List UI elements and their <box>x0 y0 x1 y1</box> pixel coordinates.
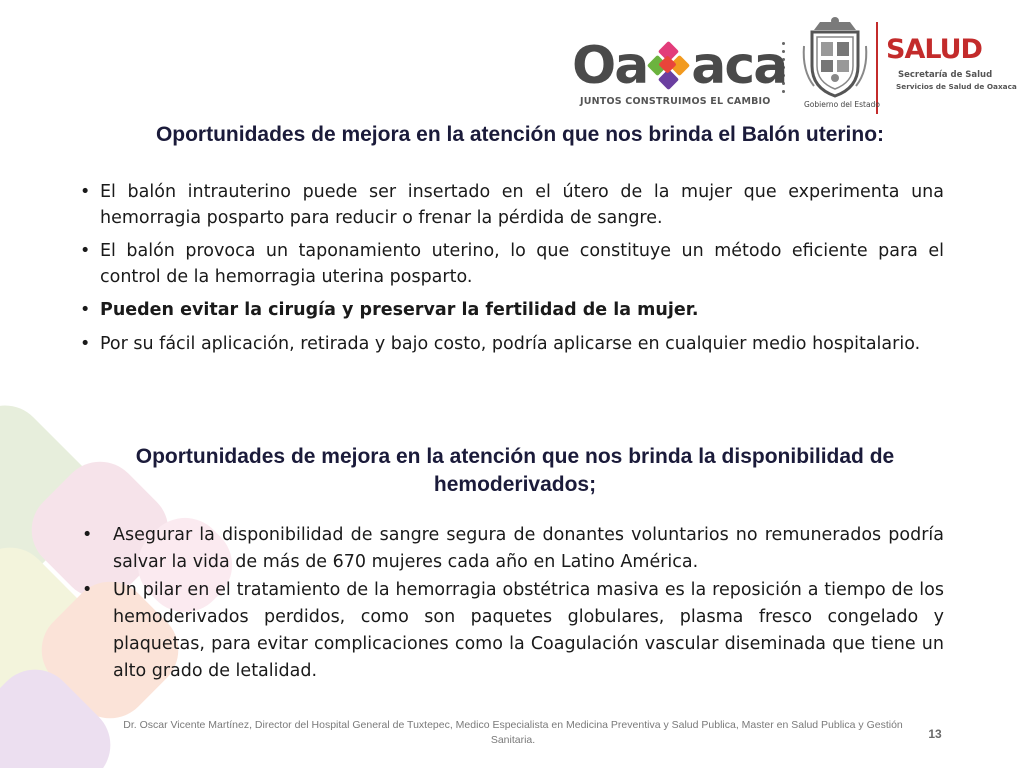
bullet-icon: • <box>80 333 91 354</box>
salud-subtitle-1: Secretaría de Salud <box>898 70 993 80</box>
list-item <box>78 180 944 231</box>
state-seal-icon <box>800 16 870 100</box>
page-number: 13 <box>928 727 942 741</box>
oaxaca-word-right: aca <box>691 36 787 96</box>
gobierno-seal <box>800 16 880 112</box>
bullet-icon: • <box>82 580 93 600</box>
section-2-bullet-list <box>78 522 944 686</box>
bullet-text: El balón provoca un taponamiento uterino, lo que constituye un método eficiente para el control de la hemorragia uterina posparto. <box>100 241 944 287</box>
bullet-icon: • <box>80 300 91 320</box>
list-item <box>78 298 944 324</box>
section-1-bullet-list <box>78 180 944 365</box>
salud-word: SALUD <box>886 34 982 65</box>
header-logos <box>572 16 1017 112</box>
bullet-icon: • <box>82 525 93 545</box>
bullet-icon: • <box>80 182 91 202</box>
oaxaca-logo <box>572 16 787 112</box>
bullet-icon: • <box>80 241 91 261</box>
footer-author: Dr. Oscar Vicente Martínez, Director del Hospital General de Tuxtepec, Medico Especialista en Medicina Preventiva y Salud Publica, Master en Salud Publica y Gestión Sanitaria. <box>123 719 903 746</box>
bullet-text-bold: Pueden evitar la cirugía y preservar la fertilidad de la mujer. <box>100 300 699 320</box>
bullet-text: El balón intrauterino puede ser insertado en el útero de la mujer que experimenta una hemorragia posparto para reducir o frenar la pérdida de sangre. <box>100 182 944 228</box>
section-2-title: Oportunidades de mejora en la atención que nos brinda la disponibilidad de hemoderivados; <box>135 445 895 496</box>
bullet-text: Asegurar la disponibilidad de sangre segura de donantes voluntarios no remunerados podría salvar la vida de más de 670 mujeres cada año en Latino América. <box>113 525 944 572</box>
gobierno-caption: Gobierno del Estado <box>804 100 880 109</box>
salud-logo <box>886 16 1017 91</box>
list-item <box>78 522 944 576</box>
bullet-text: Por su fácil aplicación, retirada y bajo costo, podría aplicarse en cualquier medio hospitalario. <box>100 333 921 354</box>
oaxaca-tagline: JUNTOS CONSTRUIMOS EL CAMBIO <box>580 96 771 107</box>
list-item <box>78 577 944 685</box>
section-1-title: Oportunidades de mejora en la atención que nos brinda el Balón uterino: <box>155 123 885 146</box>
oaxaca-x-mark-icon <box>648 42 690 90</box>
list-item <box>78 332 944 358</box>
bullet-text: Un pilar en el tratamiento de la hemorragia obstétrica masiva es la reposición a tiempo de los hemoderivados perdidos, como son paquetes globulares, plasma fresco congelado y plaquetas, para evitar complicaciones como la Coagulación vascular diseminada que tiene un alto grado de letalidad. <box>113 580 944 681</box>
salud-subtitle-2: Servicios de Salud de Oaxaca <box>896 82 1017 91</box>
list-item <box>78 239 944 290</box>
oaxaca-word-left: Oa <box>572 36 648 96</box>
